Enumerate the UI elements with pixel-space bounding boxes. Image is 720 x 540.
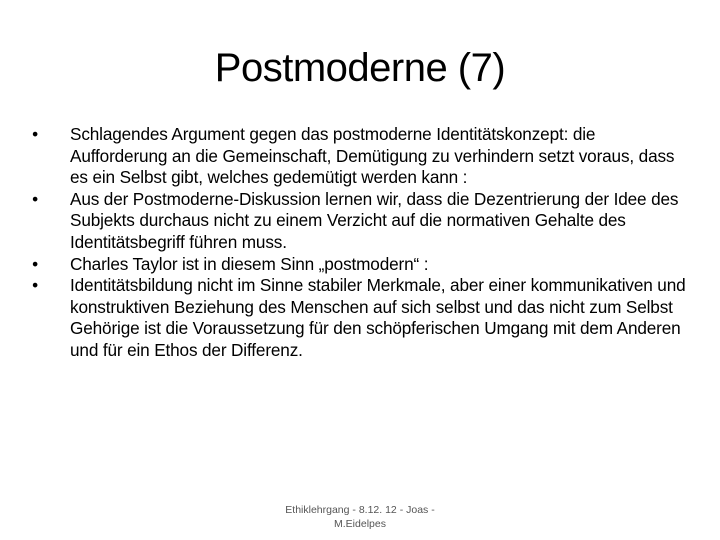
slide-title: Postmoderne (7) [214,46,506,90]
bullet-list [28,124,688,362]
footer-line: Ethiklehrgang - 8.12. 12 - Joas - [285,504,435,516]
bullet-icon: • [32,124,38,144]
bullet-item [28,189,688,254]
bullet-icon: • [32,275,38,296]
slide-footer [250,503,470,531]
footer-line: M.Eidelpes [334,518,386,530]
bullet-icon: • [32,253,38,274]
bullet-item [28,254,688,276]
bullet-text: Identitätsbildung nicht im Sinne stabiler Merkmale, aber einer kommunikativen und konstruktiven Beziehung des Menschen auf sich selbst und das nicht zum Selbst Gehörige ist die Voraussetzung für den schöpferischen Umgang mit dem Anderen und für ein Ethos der Differenz. [70,275,686,360]
bullet-text: Charles Taylor ist in diesem Sinn „postmodern“ : [70,253,429,274]
bullet-text: Schlagendes Argument gegen das postmoderne Identitätskonzept: die Aufforderung an die Gemeinschaft, Demütigung zu verhindern setzt voraus, dass es ein Selbst gibt, welches gedemütigt werden kann : [70,124,675,188]
bullet-item [28,275,688,361]
bullet-item [28,124,688,189]
bullet-text: Aus der Postmoderne-Diskussion lernen wir, dass die Dezentrierung der Idee des Subjekts durchaus nicht zu einem Verzicht auf die normativen Gehalte des Identitätsbegriff führen muss. [70,188,679,252]
bullet-icon: • [32,188,38,209]
